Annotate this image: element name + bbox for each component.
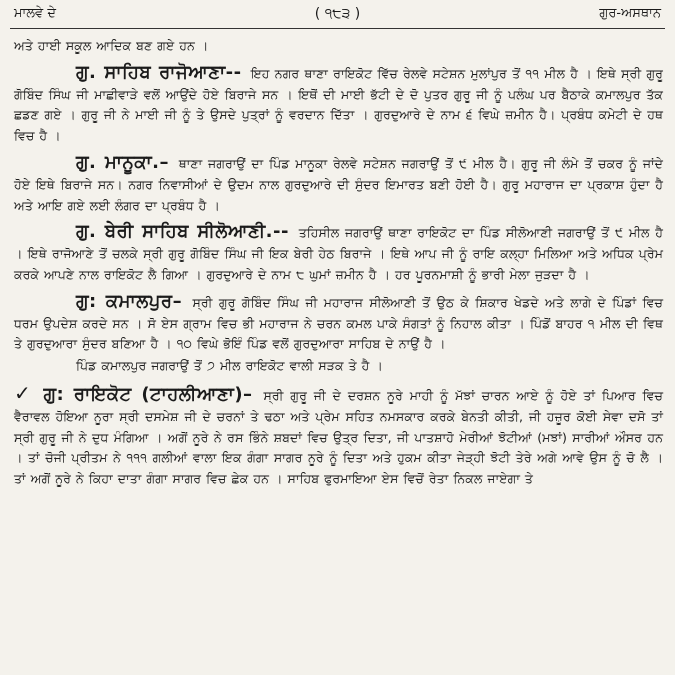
section-heading: ਗੁ. ਮਾਨੂਕਾ.– (76, 151, 169, 173)
section-text: ਸ੍ਰੀ ਗੁਰੂ ਗੋਬਿੰਦ ਸਿੰਘ ਜੀ ਮਹਾਰਾਜ ਸੀਲੋਆਣੀ ਤੋਂ ਉਠ ਕੇ ਸ਼ਿਕਾਰ ਖੇਡਦੇ ਅਤੇ ਲਾਗੇ ਦੇ ਪਿੰਡਾਂ ਵਿਚ ਧਰਮ ਉਪਦੇਸ਼ ਕਰਦੇ ਸਨ । ਸੋ ਏਸ ਗ੍ਰਾਮ ਵਿਚ ਭੀ ਮਹਾਰਾਜ ਨੇ ਚਰਨ ਕਮਲ ਪਾਕੇ ਸੰਗਤਾਂ ਨੂੰ ਨਿਹਾਲ ਕੀਤਾ । ਪਿੰਡੋਂ ਬਾਹਰ ੧ ਮੀਲ ਦੀ ਵਿਥ ਤੇ ਗੁਰਦੁਆਰਾ ਸੁੰਦਰ ਬਣਿਆ ਹੈ । ੧੦ ਵਿਘੇ ਭੋਇੰ ਪਿੰਡ ਵਲੋਂ ਗੁਰਦੁਆਰਾ ਸਾਹਿਬ ਦੇ ਨਾਉਂ ਹੈ । (14, 294, 663, 352)
section-raikot (14, 380, 663, 490)
intro-line: ਅਤੇ ਹਾਈ ਸਕੂਲ ਆਦਿਕ ਬਣ ਗਏ ਹਨ । (14, 38, 209, 53)
section-note: ਪਿੰਡ ਕਮਾਲਪੁਰ ਜਗਰਾਉਂ ਤੋਂ ੭ ਮੀਲ ਰਾਇਕੋਟ ਵਾਲੀ ਸੜਕ ਤੇ ਹੈ । (76, 358, 383, 374)
section-heading: ਗੁ: ਰਾਇਕੋਟ (ਟਾਹਲੀਆਣਾ)– (43, 383, 253, 405)
section-text: ਤਹਿਸੀਲ ਜਗਰਾਉਂ ਥਾਣਾ ਰਾਇਕੋਟ ਦਾ ਪਿੰਡ ਸੀਲੋਆਣੀ ਜਗਰਾਉਂ ਤੋਂ ੯ ਮੀਲ ਹੈ । ਇਥੇ ਰਾਜੋਆਣੇ ਤੋਂ ਚਲਕੇ ਸ੍ਰੀ ਗੁਰੂ ਗੋਬਿੰਦ ਸਿੰਘ ਜੀ ਇਕ ਬੇਰੀ ਹੇਠ ਬਿਰਾਜੇ । ਇਥੇ ਆਪ ਜੀ ਨੂੰ ਰਾਇ ਕਲ੍ਹਾ ਮਿਲਿਆ ਅਤੇ ਅਧਿਕ ਪ੍ਰੇਮ ਕਰਕੇ ਆਪਣੇ ਨਾਲ ਰਾਇਕੋਟ ਲੈ ਗਿਆ । ਗੁਰਦੁਆਰੇ ਦੇ ਨਾਮ ੮ ਘੁਮਾਂ ਜ਼ਮੀਨ ਹੈ । ਹਰ ਪੂਰਨਮਾਸ਼ੀ ਨੂੰ ਭਾਰੀ ਮੇਲਾ ਜੁੜਦਾ ਹੈ । (14, 225, 663, 282)
section-heading: ਗੁ. ਸਾਹਿਬ ਰਾਜੋਆਣਾ-- (76, 61, 242, 83)
section-rajoana (14, 63, 663, 147)
section-text: ਸ੍ਰੀ ਗੁਰੂ ਜੀ ਦੇ ਦਰਸ਼ਨ ਨੂਰੇ ਮਾਹੀ ਨੂੰ ਮੱਝਾਂ ਚਾਰਨ ਆਏ ਨੂੰ ਹੋਏ ਤਾਂ ਪਿਆਰ ਵਿਚ ਵੈਰਾਵਲ ਹੋਇਆ ਨੂਰਾ ਸ੍ਰੀ ਦਸਮੇਸ਼ ਜੀ ਦੇ ਚਰਨਾਂ ਤੇ ਢਠਾ ਅਤੇ ਪ੍ਰੇਮ ਸਹਿਤ ਨਮਸਕਾਰ ਕਰਕੇ ਬੇਨਤੀ ਕੀਤੀ, ਜੀ ਹਜ਼ੂਰ ਕੋਈ ਸੇਵਾ ਦਸੋ ਤਾਂ ਸ੍ਰੀ ਗੁਰੂ ਜੀ ਨੇ ਦੁਧ ਮੰਗਿਆ । ਅਗੋਂ ਨੂਰੇ ਨੇ ਰਸ ਭਿੰਨੇ ਸ਼ਬਦਾਂ ਵਿਚ ਉਤ੍ਰ ਦਿਤਾ, ਜੀ ਪਾਤਸ਼ਾਹੋ ਮੇਰੀਆਂ ਝੋਟੀਆਂ (ਮਝਾਂ) ਸਾਰੀਆਂ ਔਸਰ ਹਨ । ਤਾਂ ਚੋਜੀ ਪ੍ਰੀਤਮ ਨੇ ੧੧੧ ਗਲੀਆਂ ਵਾਲਾ ਇਕ ਗੰਗਾ ਸਾਗਰ ਨੂਰੇ ਨੂੰ ਦਿਤਾ ਅਤੇ ਹੁਕਮ ਕੀਤਾ ਜੇੜ੍ਹੀ ਝੋਟੀ ਤੇਰੇ ਅਗੇ ਆਵੇ ਉਸ ਨੂੰ ਚੋ ਲੈ । ਤਾਂ ਅਗੋਂ ਨੂਰੇ ਨੇ ਕਿਹਾ ਦਾਤਾ ਗੰਗਾ ਸਾਗਰ ਵਿਚ ਛੇਕ ਹਨ । ਸਾਹਿਬ ਫੁਰਮਾਇਆ ਏਸ ਵਿਚੋਂ ਰੇਤਾ ਨਿਕਲ ਜਾਏਗਾ ਤੇ (14, 387, 663, 487)
section-heading: ਗੁ: ਕਮਾਲਪੁਰ– (76, 290, 183, 312)
check-mark-icon: ✓ (14, 380, 33, 405)
page-number: ( ੧੮੩ ) (314, 6, 361, 22)
header-rule (10, 28, 665, 29)
section-text: ਇਹ ਨਗਰ ਥਾਣਾ ਰਾਇਕੋਟ ਵਿੱਚ ਰੇਲਵੇ ਸਟੇਸ਼ਨ ਮੁਲਾਂਪੁਰ ਤੋਂ ੧੧ ਮੀਲ ਹੈ । ਇਥੇ ਸ੍ਰੀ ਗੁਰੂ ਗੋਬਿੰਦ ਸਿੰਘ ਜੀ ਮਾਛੀਵਾੜੇ ਵਲੋਂ ਆਉਂਦੇ ਹੋਏ ਬਿਰਾਜੇ ਸਨ । ਇਥੋਂ ਦੀ ਮਾਈ ਭੱਟੀ ਦੇ ਦੋ ਪੁਤਰ ਗੁਰੂ ਜੀ ਨੂੰ ਪਲੰਘ ਪਰ ਬੈਠਾਕੇ ਕਮਾਲਪੁਰ ਤੱਕ ਛਡਣ ਗਏ । ਗੁਰੂ ਜੀ ਨੇ ਮਾਈ ਜੀ ਨੂੰ ਤੇ ਉਸਦੇ ਪੁਤ੍ਰਾਂ ਨੂੰ ਵਰਦਾਨ ਦਿੱਤਾ । ਗੁਰਦੁਆਰੇ ਦੇ ਨਾਮ ੬ ਵਿਘੇ ਜ਼ਮੀਨ ਹੈ। ਪ੍ਰਬੰਧ ਕਮੇਟੀ ਦੇ ਹਥ ਵਿਚ ਹੈ । (14, 65, 663, 144)
section-text: ਥਾਣਾ ਜਗਰਾਉਂ ਦਾ ਪਿੰਡ ਮਾਨੂਕਾ ਰੇਲਵੇ ਸਟੇਸ਼ਨ ਜਗਰਾਉਂ ਤੋਂ ੯ ਮੀਲ ਹੈ। ਗੁਰੂ ਜੀ ਲੰਮੇ ਤੋਂ ਚਕਰ ਨੂੰ ਜਾਂਦੇ ਹੋਏ ਇਥੇ ਬਿਰਾਜੇ ਸਨ। ਨਗਰ ਨਿਵਾਸੀਆਂ ਦੇ ਉਦਮ ਨਾਲ ਗੁਰਦੁਆਰੇ ਦੀ ਸੁੰਦਰ ਇਮਾਰਤ ਬਣੀ ਹੋਈ ਹੈ। ਗੁਰੂ ਮਹਾਰਾਜ ਦਾ ਪ੍ਰਕਾਸ਼ ਹੁੰਦਾ ਹੈ ਅਤੇ ਆਇ ਗਏ ਲਈ ਲੰਗਰ ਦਾ ਪ੍ਰਬੰਧ ਹੈ । (14, 155, 663, 213)
page-header (14, 6, 661, 26)
section-beri-sahib (14, 222, 663, 285)
section-manuka (14, 153, 663, 216)
header-chapter-title: ਗੁਰ-ਅਸਥਾਨ (599, 6, 661, 21)
section-heading: ਗੁ. ਬੇਰੀ ਸਾਹਿਬ ਸੀਲੋਆਣੀ.-- (76, 221, 289, 243)
page-body (14, 36, 663, 490)
section-kamalpur (14, 292, 663, 377)
header-book-title: ਮਾਲਵੇ ਦੇ (14, 6, 56, 21)
